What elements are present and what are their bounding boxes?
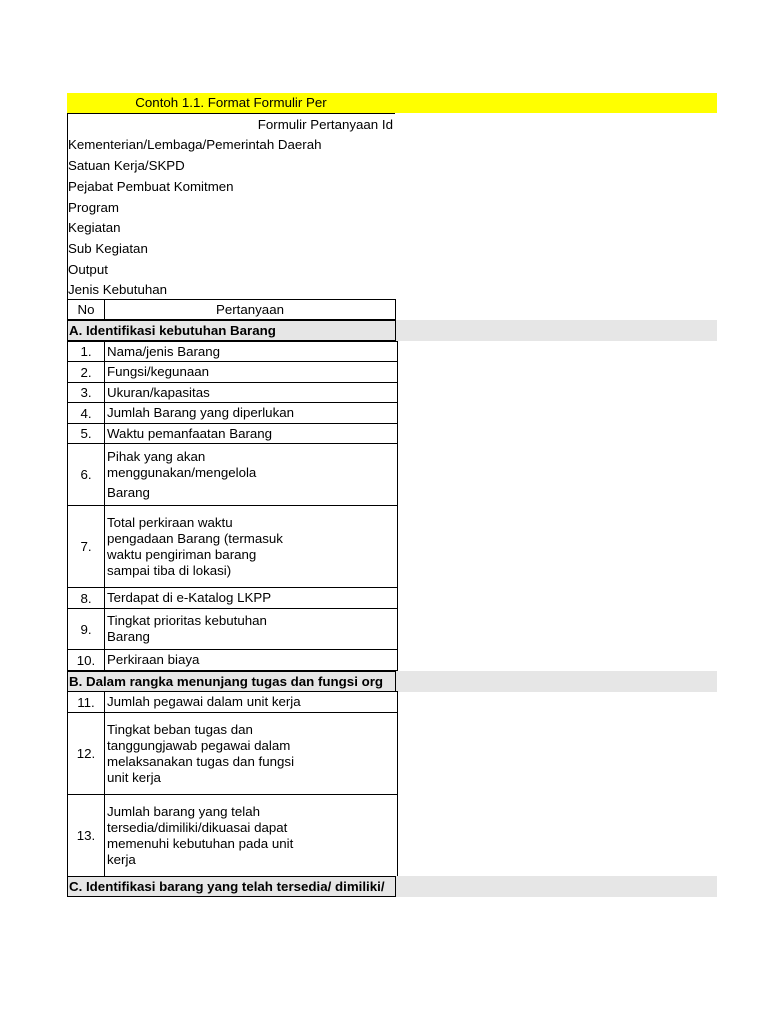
table-section-a <box>67 341 398 671</box>
question-line: Waktu pemanfaatan Barang <box>107 425 273 441</box>
field-program: Program <box>68 200 119 215</box>
question-line: Jumlah Barang yang diperlukan <box>107 405 295 420</box>
row-number: 2. <box>68 362 105 383</box>
field-kegiatan: Kegiatan <box>68 220 121 235</box>
row-number: 6. <box>68 444 105 506</box>
field-kementerian: Kementerian/Lembaga/Pemerintah Daerah <box>68 137 322 152</box>
row-question <box>105 424 398 444</box>
field-output: Output <box>68 262 108 277</box>
row-number: 5. <box>68 424 105 444</box>
question-line: tanggungjawab pegawai dalam <box>107 737 291 753</box>
table-row <box>68 424 398 444</box>
table-row <box>68 795 398 877</box>
question-line: Nama/jenis Barang <box>107 343 221 359</box>
section-a-label: A. Identifikasi kebutuhan Barang <box>69 323 276 338</box>
table-section-b <box>67 691 398 877</box>
question-line: kerja <box>107 851 136 867</box>
field-jenis-kebutuhan: Jenis Kebutuhan <box>68 282 168 297</box>
row-question <box>105 713 398 795</box>
row-question <box>105 609 398 650</box>
table-row <box>68 403 398 424</box>
table-row <box>68 383 398 403</box>
question-line: sampai tiba di lokasi) <box>107 562 232 578</box>
row-question <box>105 795 398 877</box>
table-row <box>68 650 398 671</box>
section-c <box>67 876 717 897</box>
section-b-label: B. Dalam rangka menunjang tugas dan fungsi org <box>69 674 383 689</box>
question-line: memenuhi kebutuhan pada unit <box>107 835 294 851</box>
question-line: menggunakan/mengelola <box>107 464 257 480</box>
row-number: 7. <box>68 506 105 588</box>
section-c-label: C. Identifikasi barang yang telah tersedia/ dimiliki/ <box>69 879 385 894</box>
row-number: 10. <box>68 650 105 671</box>
row-number: 4. <box>68 403 105 424</box>
field-sub-kegiatan: Sub Kegiatan <box>68 241 148 256</box>
row-question <box>105 650 398 671</box>
document-title: Contoh 1.1. Format Formulir Per <box>135 95 327 110</box>
header-no: No <box>68 300 105 320</box>
question-line: Terdapat di e-Katalog LKPP <box>107 590 272 605</box>
row-question <box>105 403 398 424</box>
row-question <box>105 692 398 713</box>
row-question <box>105 444 398 506</box>
row-number: 13. <box>68 795 105 877</box>
table-row <box>68 506 398 588</box>
table-row <box>68 444 398 506</box>
question-line: Barang <box>107 484 150 500</box>
question-line: Tingkat prioritas kebutuhan <box>107 613 267 628</box>
row-question <box>105 506 398 588</box>
question-line: waktu pengiriman barang <box>107 546 257 562</box>
table-row <box>68 362 398 383</box>
row-number: 3. <box>68 383 105 403</box>
question-line: pengadaan Barang (termasuk <box>107 530 283 546</box>
table-row <box>68 713 398 795</box>
row-number: 12. <box>68 713 105 795</box>
row-number: 8. <box>68 588 105 609</box>
row-question <box>105 588 398 609</box>
question-line: melaksanakan tugas dan fungsi <box>107 753 295 769</box>
question-line: tersedia/dimiliki/dikuasai dapat <box>107 819 288 835</box>
section-a <box>67 320 717 341</box>
field-satuan-kerja: Satuan Kerja/SKPD <box>68 158 185 173</box>
section-b <box>67 671 717 692</box>
question-line: Perkiraan biaya <box>107 652 200 667</box>
field-ppk: Pejabat Pembuat Komitmen <box>68 179 234 194</box>
question-line: Jumlah pegawai dalam unit kerja <box>107 694 301 709</box>
table-row <box>68 692 398 713</box>
question-line: Jumlah barang yang telah <box>107 803 261 819</box>
table-row <box>68 609 398 650</box>
row-number: 9. <box>68 609 105 650</box>
table-header <box>67 299 396 320</box>
form-title: Formulir Pertanyaan Id <box>257 117 393 132</box>
question-line: unit kerja <box>107 769 161 785</box>
question-line: Pihak yang akan <box>107 448 206 464</box>
header-question: Pertanyaan <box>105 300 396 320</box>
row-question <box>105 362 398 383</box>
row-number: 1. <box>68 342 105 362</box>
row-question <box>105 342 398 362</box>
question-line: Ukuran/kapasitas <box>107 384 210 400</box>
table-row <box>68 588 398 609</box>
row-number: 11. <box>68 692 105 713</box>
question-line: Barang <box>107 629 150 644</box>
row-question <box>105 383 398 403</box>
question-line: Tingkat beban tugas dan <box>107 721 253 737</box>
question-line: Total perkiraan waktu <box>107 514 233 530</box>
question-line: Fungsi/kegunaan <box>107 364 210 379</box>
table-row <box>68 342 398 362</box>
